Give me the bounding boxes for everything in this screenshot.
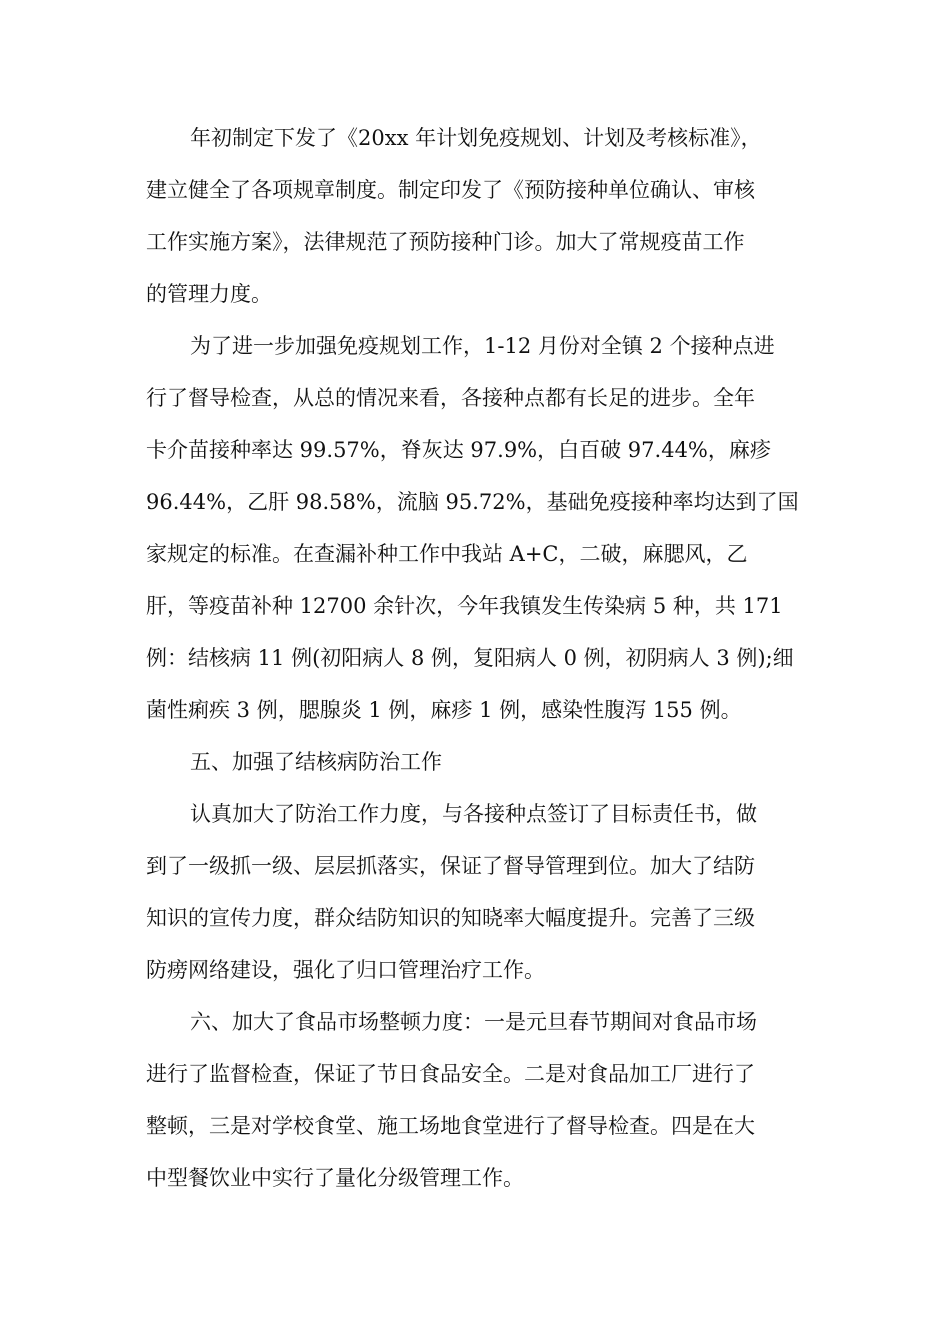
text-line: 中型餐饮业中实行了量化分级管理工作。 — [146, 1166, 524, 1190]
text-line: 认真加大了防治工作力度，与各接种点签订了目标责任书，做 — [190, 802, 757, 826]
paragraph-immunization-inspection — [146, 320, 798, 736]
section-heading-tuberculosis — [146, 736, 798, 788]
heading-line: 五、加强了结核病防治工作 — [190, 750, 442, 774]
text-line: 例：结核病 11 例(初阳病人 8 例，复阳病人 0 例，初阴病人 3 例);细 — [146, 646, 794, 670]
paragraph-immunization-standards — [146, 112, 798, 320]
text-line: 建立健全了各项规章制度。制定印发了《预防接种单位确认、审核 — [146, 178, 755, 202]
text-line: 年初制定下发了《20xx 年计划免疫规划、计划及考核标准》， — [190, 126, 762, 150]
text-line: 菌性痢疾 3 例，腮腺炎 1 例，麻疹 1 例，感染性腹泻 155 例。 — [146, 698, 742, 722]
text-line: 进行了监督检查，保证了节日食品安全。二是对食品加工厂进行了 — [146, 1062, 755, 1086]
text-line: 工作实施方案》，法律规范了预防接种门诊。加大了常规疫苗工作 — [146, 230, 745, 254]
text-line: 行了督导检查，从总的情况来看，各接种点都有长足的进步。全年 — [146, 386, 755, 410]
text-line: 整顿，三是对学校食堂、施工场地食堂进行了督导检查。四是在大 — [146, 1114, 755, 1138]
text-line: 96.44%，乙肝 98.58%，流脑 95.72%，基础免疫接种率均达到了国 — [146, 490, 799, 514]
paragraph-tuberculosis-control — [146, 788, 798, 996]
text-line: 防痨网络建设，强化了归口管理治疗工作。 — [146, 958, 545, 982]
document-body — [146, 112, 798, 1204]
paragraph-food-market — [146, 996, 798, 1204]
text-line: 为了进一步加强免疫规划工作，1-12 月份对全镇 2 个接种点进 — [190, 334, 775, 358]
text-line: 卡介苗接种率达 99.57%，脊灰达 97.9%，白百破 97.44%，麻疹 — [146, 438, 771, 462]
text-line: 的管理力度。 — [146, 282, 272, 306]
text-line: 家规定的标准。在查漏补种工作中我站 A+C，二破，麻腮风，乙 — [146, 542, 748, 566]
text-line: 知识的宣传力度，群众结防知识的知晓率大幅度提升。完善了三级 — [146, 906, 755, 930]
text-line: 肝，等疫苗补种 12700 余针次，今年我镇发生传染病 5 种，共 171 — [146, 594, 783, 618]
text-line: 六、加大了食品市场整顿力度：一是元旦春节期间对食品市场 — [190, 1010, 757, 1034]
text-line: 到了一级抓一级、层层抓落实，保证了督导管理到位。加大了结防 — [146, 854, 755, 878]
